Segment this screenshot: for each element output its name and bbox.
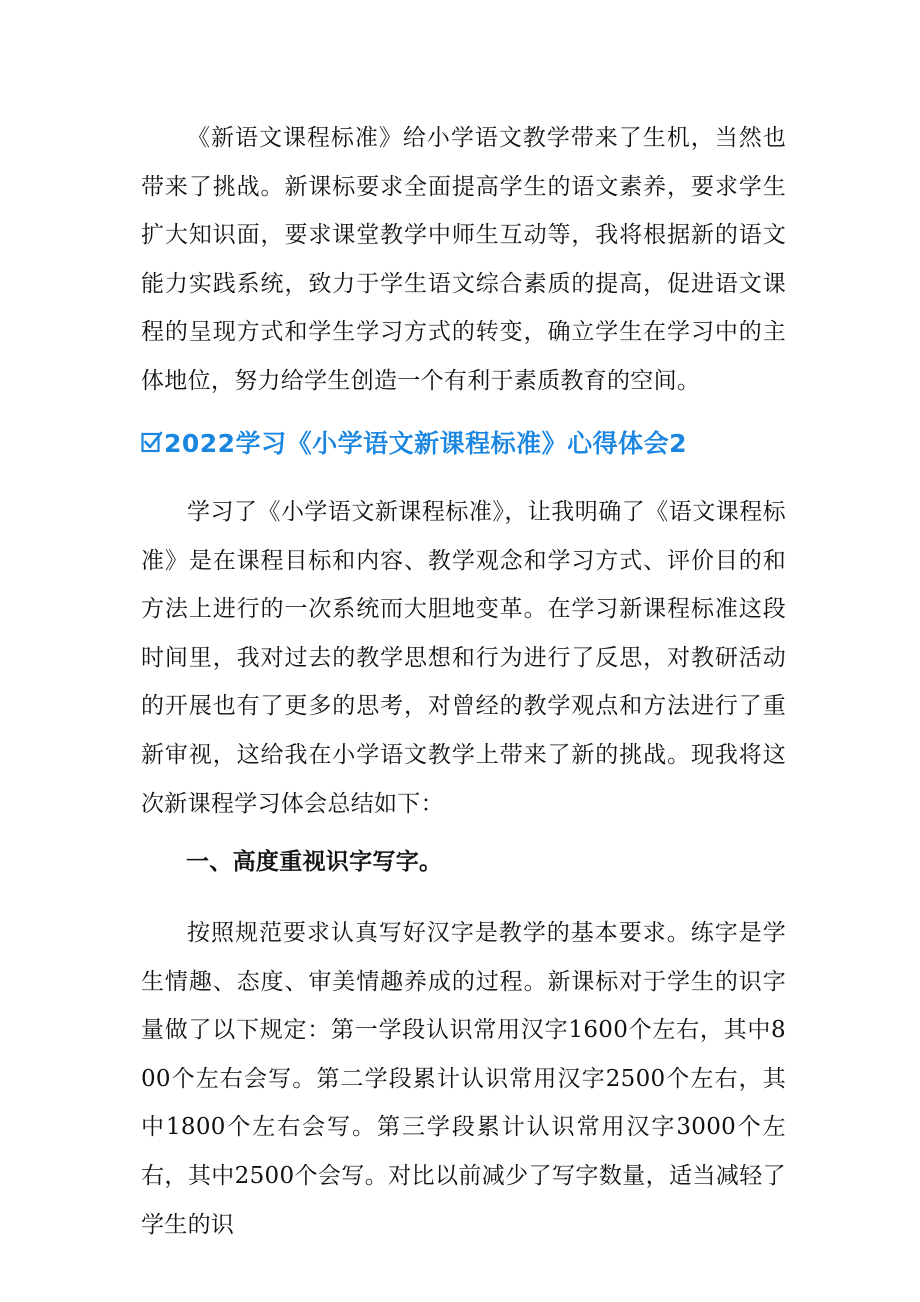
sub-heading-literacy: 一、高度重视识字写字。: [186, 849, 443, 875]
paragraph-literacy: 按照规范要求认真写好汉字是教学的基本要求。练字是学生情趣、态度、审美情趣养成的过程。新课标对于学生的识字量做了以下规定：第一学段认识常用汉字1600个左右，其中800个左右会写。第二学段累计认识常用汉字2500个左右，其中1800个左右会写。第三学段累计认识常用汉字3000个左右，其中2500个会写。对比以前减少了写字数量，适当减轻了学生的识: [141, 920, 786, 1238]
paragraph-reflection: 学习了《小学语文新课程标准》，让我明确了《语文课程标准》是在课程目标和内容、教学观念和学习方式、评价目的和方法上进行的一次系统而大胆地变革。在学习新课程标准这段时间里，我对过去的教学思想和行为进行了反思，对教研活动的开展也有了更多的思考，对曾经的教学观点和方法进行了重新审视，这给我在小学语文教学上带来了新的挑战。现我将这次新课程学习体会总结如下：: [141, 499, 786, 817]
section-heading-text: 2022学习《小学语文新课程标准》心得体会2: [164, 429, 687, 458]
section-heading: [141, 420, 841, 464]
paragraph-intro: 《新语文课程标准》给小学语文教学带来了生机，当然也带来了挑战。新课标要求全面提高学生的语文素养，要求学生扩大知识面，要求课堂教学中师生互动等，我将根据新的语文能力实践系统，致力于学生语文综合素质的提高，促进语文课程的呈现方式和学生学习方式的转变，确立学生在学习中的主体地位，努力给学生创造一个有利于素质教育的空间。: [141, 125, 786, 394]
checkbox-checked-icon: [141, 430, 163, 454]
